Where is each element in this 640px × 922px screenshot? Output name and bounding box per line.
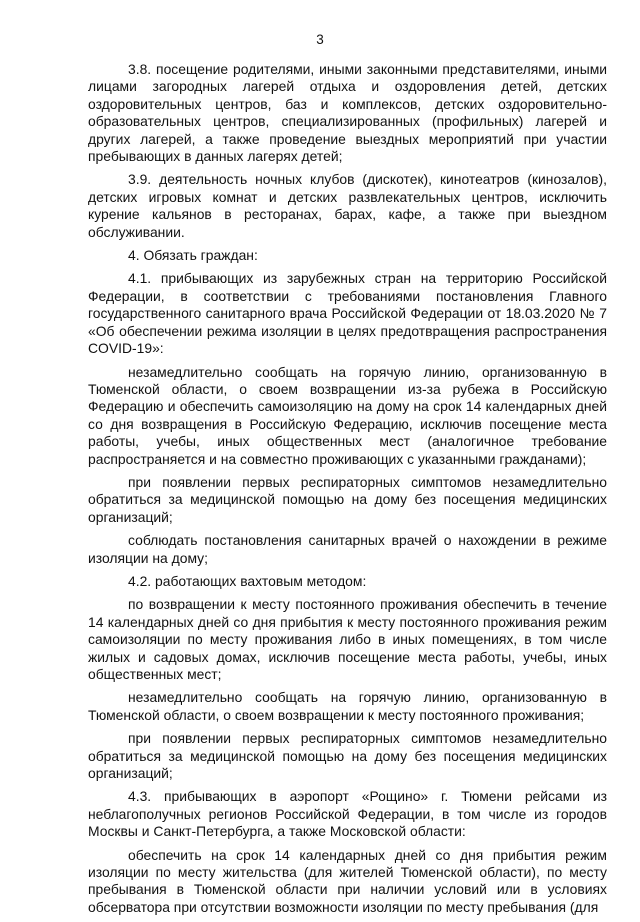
paragraph-4-1: 4.1. прибывающих из зарубежных стран на территорию Российской Федерации, в соответствии с требованиями постановления Главного государственного санитарного врача Российской Федерации от 18.03.2020 № 7 «Об обеспечении режима изоляции в целях предотвращения распространения COVID-19»: [88, 270, 607, 357]
paragraph-4-1-comply: соблюдать постановления санитарных врачей о нахождении в режиме изоляции на дому; [88, 532, 607, 566]
document-body [88, 61, 607, 922]
paragraph-4-3: 4.3. прибывающих в аэропорт «Рощино» г. Тюмени рейсами из неблагополучных регионов Российской Федерации, в том числе из городов Москвы и Санкт-Петербурга, а также Московской области: [88, 788, 607, 840]
paragraph-4-2: 4.2. работающих вахтовым методом: [128, 572, 367, 589]
paragraph-4-1-report: незамедлительно сообщать на горячую линию, организованную в Тюменской области, о своем возвращении из-за рубежа в Российскую Федерацию и обеспечить самоизоляцию на дому на срок 14 календарных дней со дня возвращения в Российскую Федерацию, исключив посещение места работы, учебы, иных общественных мест (аналогичное требование распространяется и на совместно проживающих с указанными гражданами); [88, 363, 607, 467]
paragraph-3-8: 3.8. посещение родителями, иными законными представителями, иными лицами загородных лагерей отдыха и оздоровления детей, детских оздоровительных центров, баз и комплексов, детских оздоровительно-образовательных центров, специализированных (профильных) лагерей и других лагерей, а также проведение выездных мероприятий при участии пребывающих в данных лагерях детей; [88, 61, 607, 165]
paragraph-3-9: 3.9. деятельность ночных клубов (дискотек), кинотеатров (кинозалов), детских игровых комнат и детских развлекательных центров, исключить курение кальянов в ресторанах, барах, кафе, а также при выездном обслуживании. [88, 171, 607, 240]
page-number: 3 [316, 32, 324, 47]
paragraph-4-2-report: незамедлительно сообщать на горячую линию, организованную в Тюменской области, о своем возвращении к месту постоянного проживания; [88, 689, 607, 723]
paragraph-4-3-isolation: обеспечить на срок 14 календарных дней со дня прибытия режим изоляции по месту жительства (для жителей Тюменской области), по месту пребывания в Тюменской области при наличии условий или в условиях обсерватора при отсутствии возможности изоляции по месту пребывания (для [88, 846, 607, 915]
paragraph-4: 4. Обязать граждан: [128, 247, 258, 264]
paragraph-4-1-symptoms: при появлении первых респираторных симптомов незамедлительно обратиться за медицинской помощью на дому без посещения медицинских организаций; [88, 473, 607, 525]
paragraph-4-2-isolation: по возвращении к месту постоянного проживания обеспечить в течение 14 календарных дней со дня прибытия к месту постоянного проживания режим самоизоляции по месту проживания либо в иных помещениях, в том числе жилых и садовых домах, исключив посещение места работы, учебы, иных общественных мест; [88, 596, 607, 682]
paragraph-4-2-symptoms: при появлении первых респираторных симптомов незамедлительно обратиться за медицинской помощью на дому без посещения медицинских организаций; [88, 730, 607, 782]
